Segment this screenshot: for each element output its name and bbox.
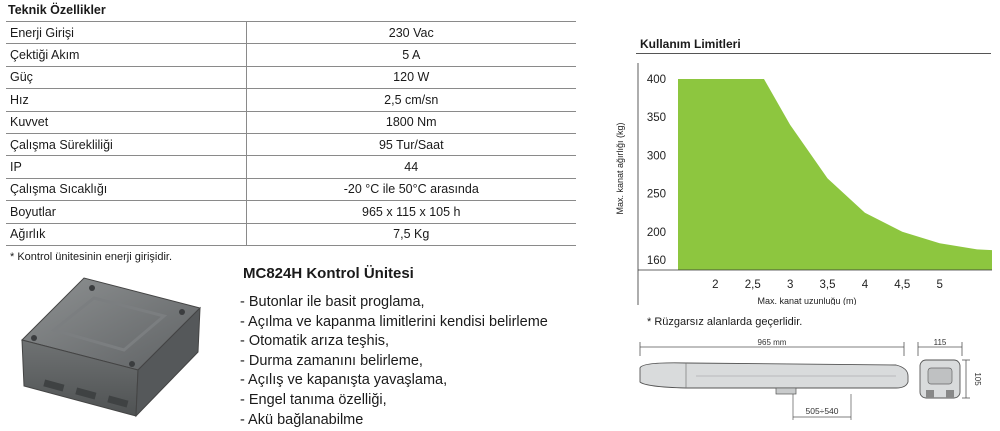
chart-title-rule <box>636 53 991 54</box>
y-tick-label: 250 <box>646 188 666 201</box>
feature-item: - Açılış ve kapanışta yavaşlama, <box>240 372 448 389</box>
x-tick-label: 5 <box>936 279 943 291</box>
y-tick-label: 160 <box>646 255 666 267</box>
spec-row <box>6 133 576 155</box>
spec-footnote: * Kontrol ünitesinin enerji girişidir. <box>10 251 173 263</box>
control-unit-image <box>14 270 204 420</box>
spec-value: 120 W <box>246 66 576 88</box>
spec-title: Teknik Özellikler <box>8 3 106 17</box>
spec-row <box>6 223 576 245</box>
dimension-width-label: 115 <box>933 338 947 347</box>
spec-row <box>6 44 576 66</box>
spec-value: 95 Tur/Saat <box>246 133 576 155</box>
feature-item: - Durma zamanını belirleme, <box>240 352 423 369</box>
y-tick-label: 200 <box>646 226 666 239</box>
spec-label: Hız <box>6 89 246 111</box>
spec-value: 5 A <box>246 44 576 66</box>
wind-note: * Rüzgarsız alanlarda geçerlidir. <box>647 316 803 328</box>
dimension-length-label: 965 mm <box>757 338 787 347</box>
x-tick-label: 3 <box>786 279 794 291</box>
dimension-range-label: 505÷540 <box>805 406 839 416</box>
spec-label: Çalışma Sürekliliği <box>6 133 246 155</box>
x-tick-label: 3,5 <box>819 279 836 291</box>
spec-row <box>6 156 576 178</box>
y-tick-label: 400 <box>646 74 666 86</box>
spec-value: 230 Vac <box>246 22 576 44</box>
spec-row <box>6 89 576 111</box>
x-tick-label: 4 <box>861 279 869 291</box>
spec-value: 7,5 Kg <box>246 223 576 245</box>
control-unit-title: MC824H Kontrol Ünitesi <box>243 265 414 282</box>
spec-label: Çektiği Akım <box>6 44 246 66</box>
spec-value: 965 x 115 x 105 h <box>246 201 576 223</box>
spec-row <box>6 201 576 223</box>
spec-label: Boyutlar <box>6 201 246 223</box>
spec-table <box>6 21 576 246</box>
spec-row <box>6 178 576 200</box>
spec-value: 2,5 cm/sn <box>246 89 576 111</box>
chart-title: Kullanım Limitleri <box>640 37 741 51</box>
spec-label: Enerji Girişi <box>6 22 246 44</box>
limit-area <box>678 79 992 270</box>
feature-item: - Akü bağlanabilme <box>240 411 364 428</box>
y-tick-label: 300 <box>646 150 666 163</box>
x-axis-label: Max. kanat uzunluğu (m) <box>757 296 857 305</box>
x-tick-label: 2,5 <box>744 279 761 291</box>
feature-item: - Otomatik arıza teşhis, <box>240 333 390 350</box>
dimension-height-label: 105 <box>973 372 982 386</box>
spec-row <box>6 66 576 88</box>
spec-row <box>6 111 576 133</box>
spec-value: 1800 Nm <box>246 111 576 133</box>
spec-label: Çalışma Sıcaklığı <box>6 178 246 200</box>
feature-list <box>240 293 548 430</box>
spec-value: -20 °C ile 50°C arasında <box>246 178 576 200</box>
x-tick-label: 2 <box>712 279 719 291</box>
y-tick-label: 350 <box>646 112 666 125</box>
spec-value: 44 <box>246 156 576 178</box>
feature-item: - Engel tanıma özelliği, <box>240 391 387 408</box>
y-axis-label: Max. kanat ağırlığı (kg) <box>615 122 625 215</box>
usage-limits-chart <box>610 55 995 305</box>
feature-item: - Açılma ve kapanma limitlerini kendisi belirleme <box>240 313 548 330</box>
spec-label: Kuvvet <box>6 111 246 133</box>
spec-label: IP <box>6 156 246 178</box>
feature-item: - Butonlar ile basit proglama, <box>240 294 425 310</box>
spec-label: Güç <box>6 66 246 88</box>
spec-row <box>6 22 576 44</box>
spec-label: Ağırlık <box>6 223 246 245</box>
x-tick-label: 4,5 <box>894 279 911 291</box>
dimension-drawing <box>626 338 996 428</box>
